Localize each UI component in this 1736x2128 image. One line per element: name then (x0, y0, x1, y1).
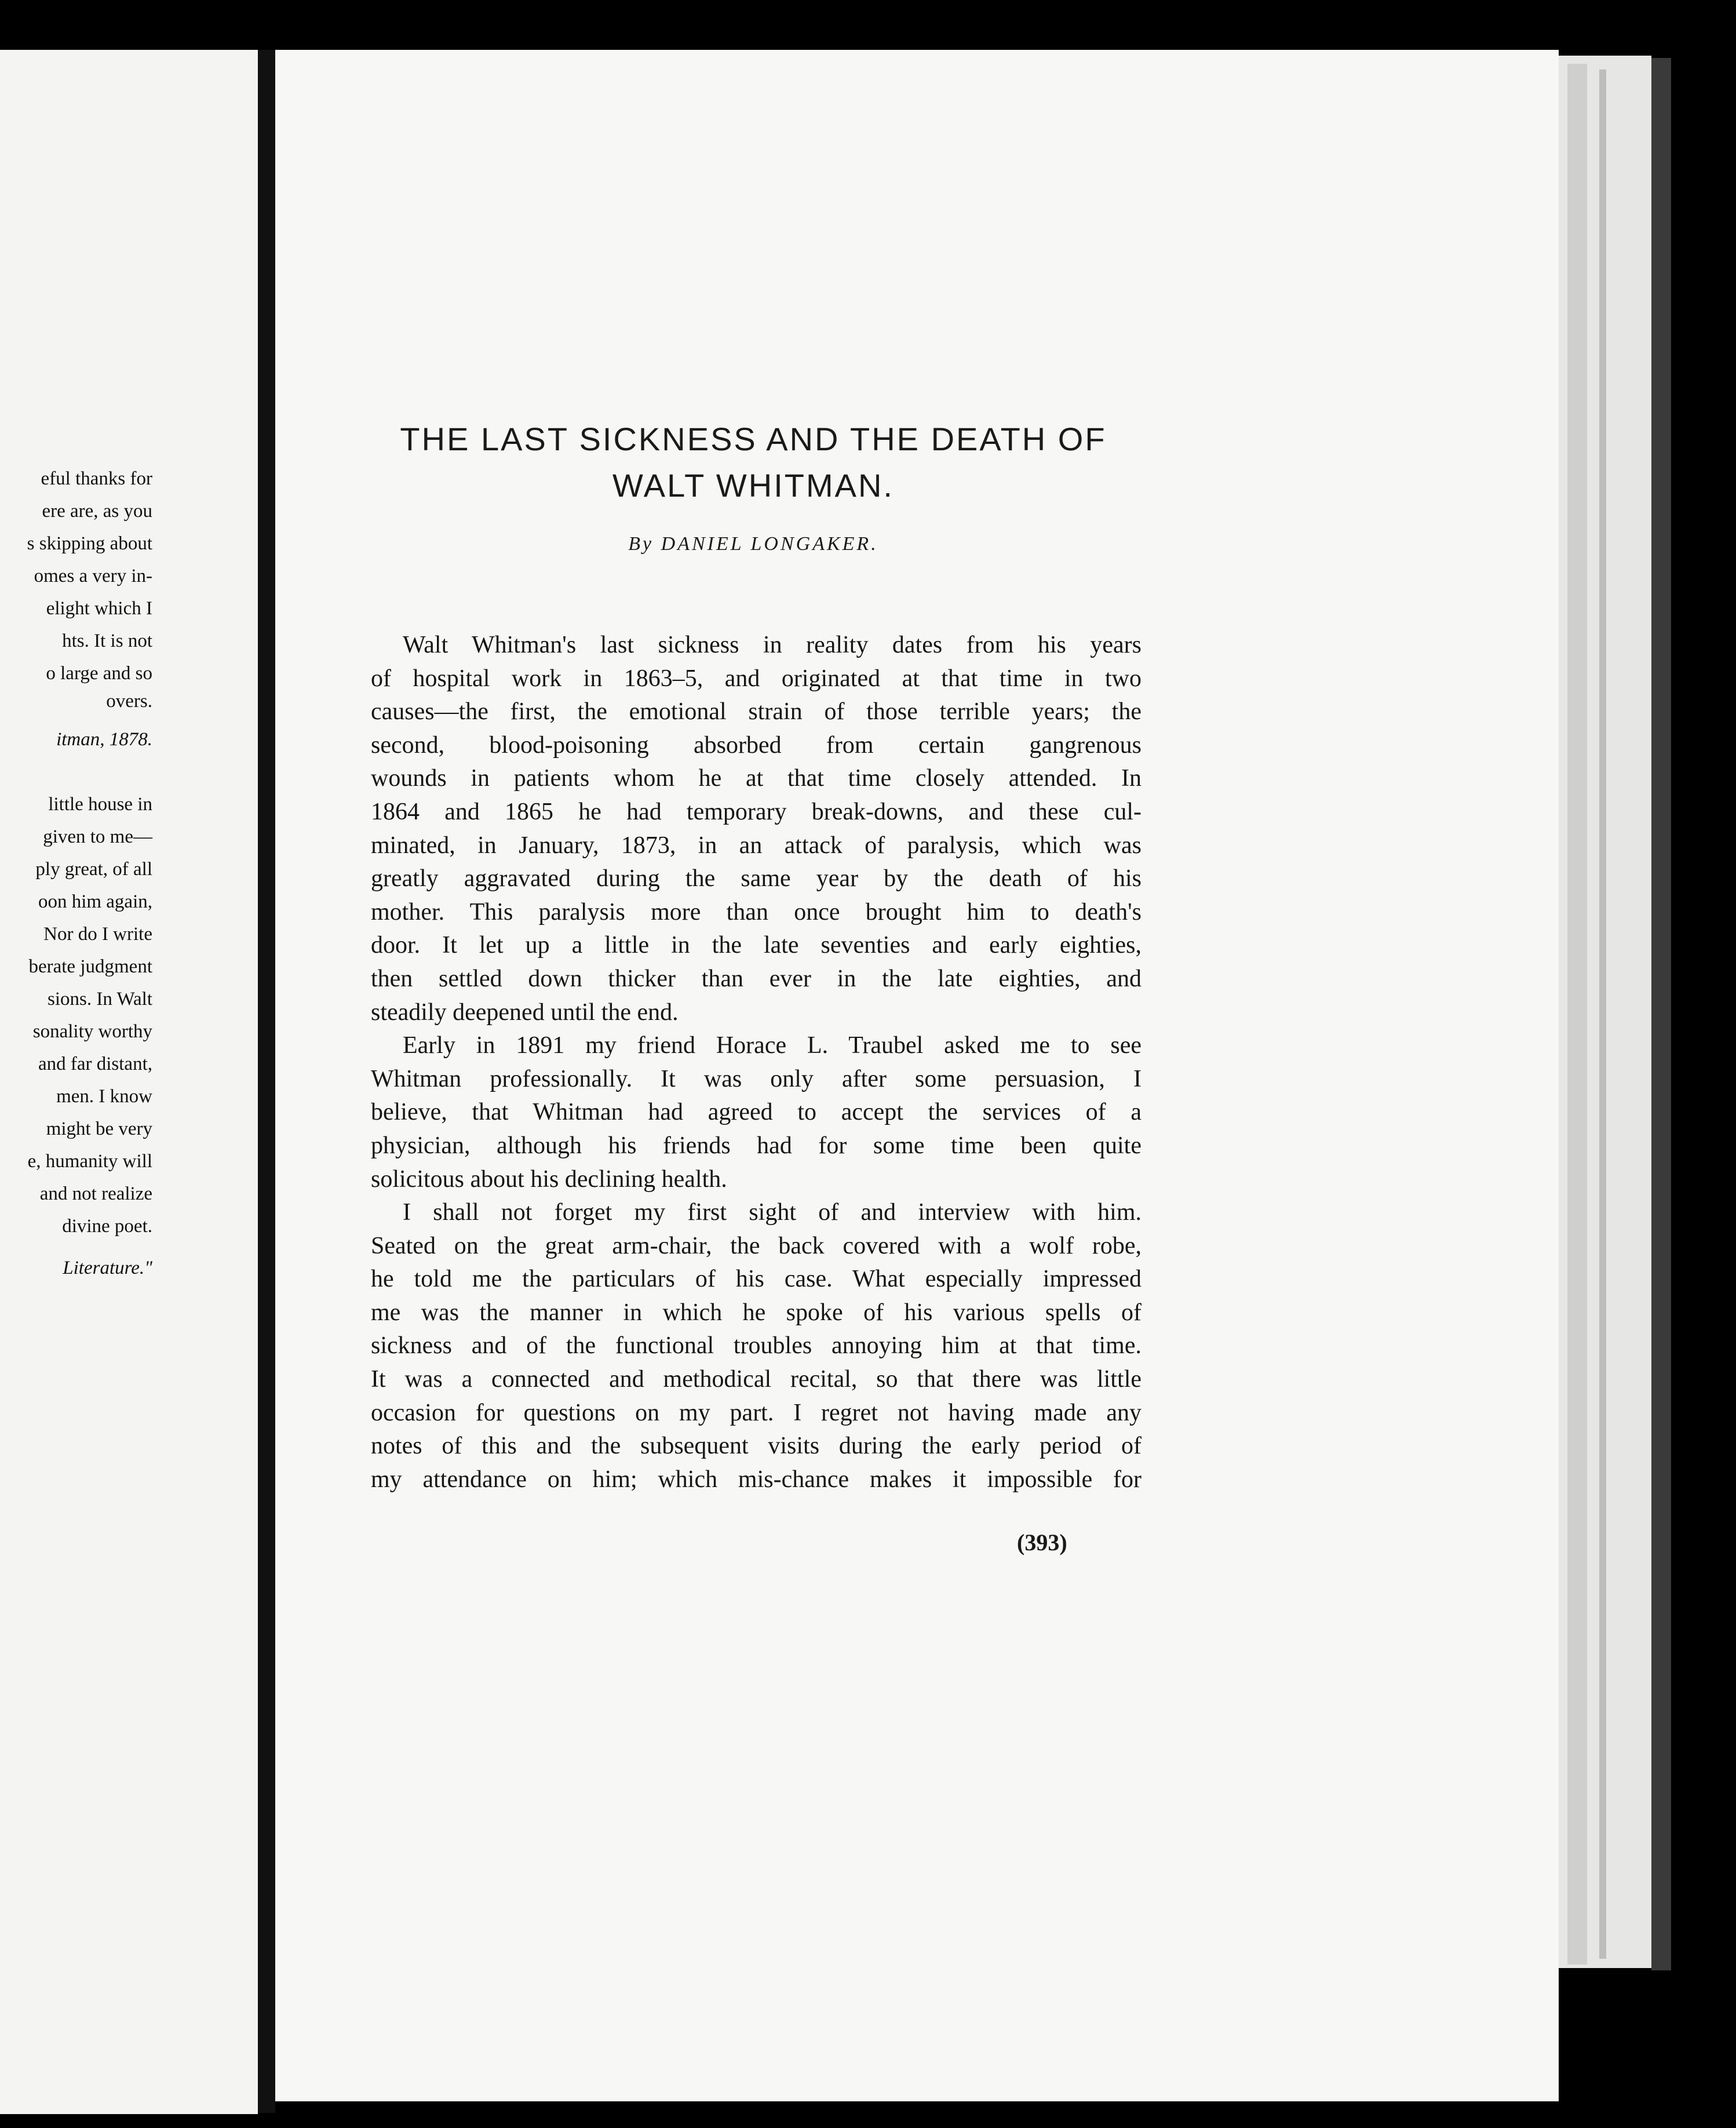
article-line: then settled down thicker than ever in the late eighties, and (371, 965, 1141, 992)
left-page-line: Nor do I write (43, 924, 152, 945)
article-line: believe, that Whitman had agreed to accept the services of a (371, 1099, 1141, 1126)
left-page-line: sions. In Walt (48, 989, 152, 1010)
article-line: Seated on the great arm-chair, the back covered with a wolf robe, (371, 1232, 1141, 1259)
left-page-line: little house in (48, 794, 152, 815)
article-title-line-2: WALT WHITMAN. (612, 467, 894, 504)
left-page-line: given to me— (43, 826, 152, 847)
article-line: wounds in patients whom he at that time closely attended. In (371, 765, 1141, 792)
article-line: steadily deepened until the end. (371, 999, 679, 1026)
article-line: causes—the first, the emotional strain of those terrible years; the (371, 698, 1141, 726)
article-line: Walt Whitman's last sickness in reality dates from his years (403, 632, 1141, 658)
left-page-line: hts. It is not (62, 631, 152, 651)
article-title (348, 416, 1159, 509)
page-stack-edge-shade (1567, 64, 1587, 1965)
left-page-line: sonality worthy (32, 1021, 152, 1042)
article-line: second, blood-poisoning absorbed from certain gangrenous (371, 731, 1141, 759)
article-line: physician, although his friends had for some time been quite (371, 1132, 1141, 1159)
book-cover-edge (1651, 58, 1671, 1970)
book-gutter (258, 50, 275, 2113)
left-page-line: o large and so (46, 663, 152, 684)
article-line: door. It let up a little in the late seventies and early eighties, (371, 932, 1141, 959)
left-page-line: ere are, as you (42, 501, 152, 522)
article-line: me was the manner in which he spoke of his various spells of (371, 1299, 1141, 1326)
left-page-line: s skipping about (27, 533, 152, 554)
article-byline: By DANIEL LONGAKER. (628, 533, 878, 555)
left-page-line: men. I know (56, 1086, 152, 1107)
article-line: I shall not forget my first sight of and interview with him. (403, 1199, 1141, 1226)
article-title-line-1: THE LAST SICKNESS AND THE DEATH OF (400, 421, 1107, 457)
article-line: Early in 1891 my friend Horace L. Traubel asked me to see (403, 1032, 1141, 1059)
left-page-line: oon him again, (38, 891, 152, 912)
article-body (371, 629, 1141, 1496)
left-page-line: e, humanity will (27, 1151, 152, 1172)
article-line: occasion for questions on my part. I regret not having made any (371, 1399, 1141, 1426)
article-line: my attendance on him; which mis-chance makes it impossible for (371, 1466, 1141, 1493)
left-page-line: elight which I (46, 598, 152, 619)
left-page-line: overs. (106, 691, 152, 712)
page-number: (393) (1017, 1529, 1067, 1555)
article-line: mother. This paralysis more than once brought him to death's (371, 898, 1141, 925)
article-line: sickness and of the functional troubles annoying him at that time. (371, 1332, 1141, 1360)
article-line: Whitman professionally. It was only after some persuasion, I (371, 1065, 1141, 1092)
article-line: It was a connected and methodical recital, so that there was little (371, 1366, 1141, 1393)
article-line: greatly aggravated during the same year by the death of his (371, 865, 1141, 892)
left-page-line: might be very (46, 1118, 152, 1139)
left-facing-page (0, 50, 258, 2114)
left-page-line: and far distant, (38, 1054, 152, 1074)
left-page-line: Literature." (63, 1258, 152, 1278)
left-page-line: omes a very in- (34, 566, 152, 586)
article-line: minated, in January, 1873, in an attack of paralysis, which was (371, 832, 1141, 859)
article-line: 1864 and 1865 he had temporary break-downs, and these cul- (371, 798, 1141, 825)
left-page-line: eful thanks for (41, 468, 152, 489)
article-line: he told me the particulars of his case. What especially impressed (371, 1266, 1141, 1293)
article-line: solicitous about his declining health. (371, 1165, 727, 1193)
article-line: of hospital work in 1863–5, and originated at that time in two (371, 665, 1141, 692)
left-page-line: and not realize (39, 1183, 152, 1204)
left-page-line: berate judgment (28, 956, 152, 977)
left-page-line: divine poet. (62, 1216, 152, 1237)
article-line: notes of this and the subsequent visits during the early period of (371, 1433, 1141, 1460)
page-stack-edge-line (1599, 70, 1606, 1959)
left-page-line: itman, 1878. (56, 729, 152, 750)
left-page-line: ply great, of all (35, 859, 152, 880)
